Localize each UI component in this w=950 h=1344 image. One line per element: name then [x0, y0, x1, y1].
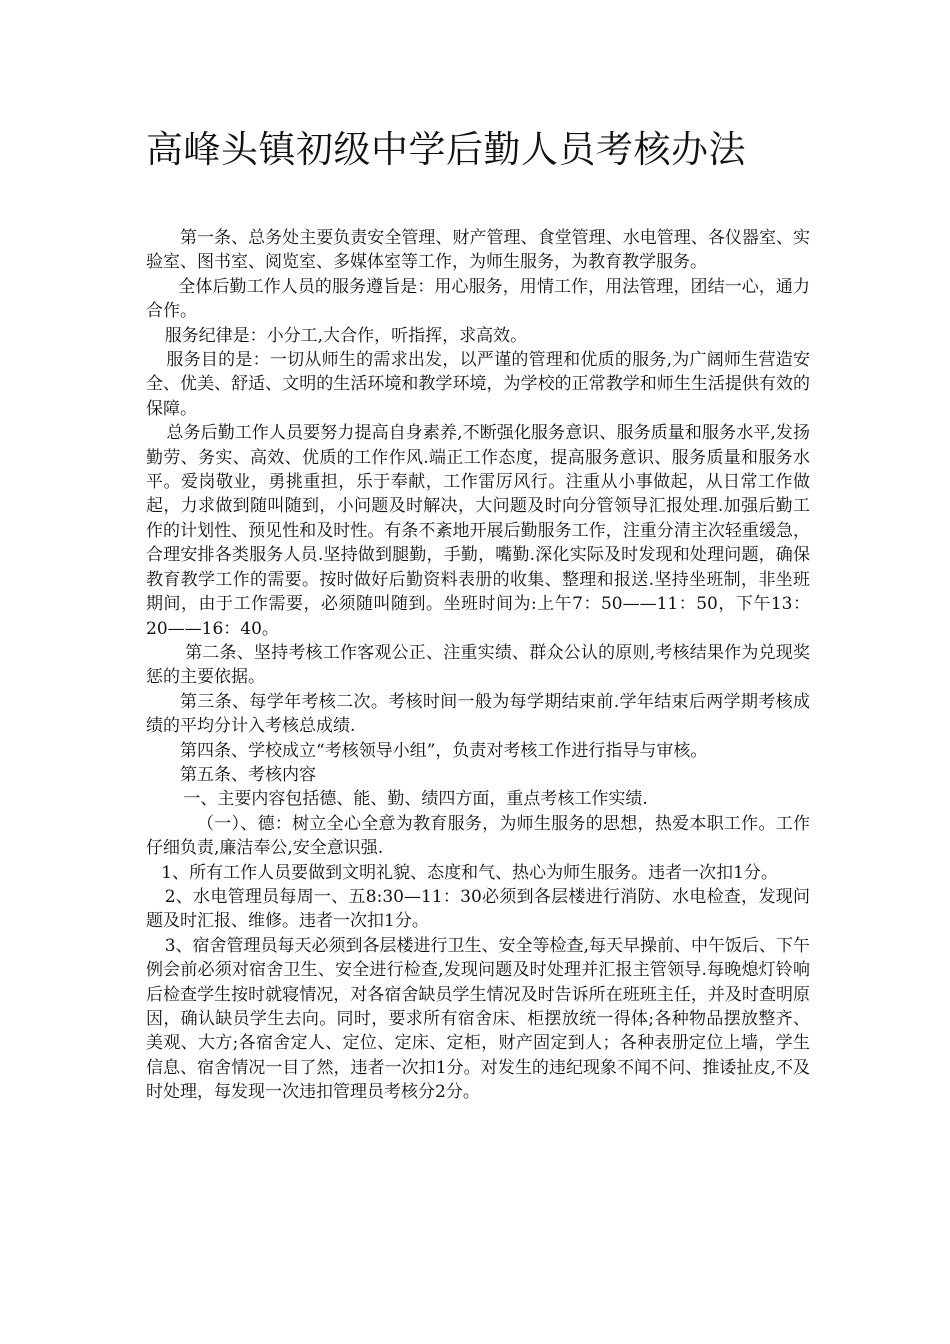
paragraph-article-3: 第三条、每学年考核二次。考核时间一般为每学期结束前.学年结束后两学期考核成绩的平均分计入考核总成绩.	[146, 691, 810, 737]
paragraph-item-1: 1、所有工作人员要做到文明礼貌、态度和气、热心为师生服务。违者一次扣1分。	[161, 862, 778, 883]
paragraph-item-2: 2、水电管理员每周一、五8:30—11：30必须到各层楼进行消防、水电检查，发现问题及时汇报、维修。违者一次扣1分。	[146, 886, 810, 932]
document-title: 高峰头镇初级中学后勤人员考核办法	[146, 128, 746, 171]
paragraph-staff-requirements: 总务后勤工作人员要努力提高自身素养,不断强化服务意识、服务质量和服务水平,发扬勤劳、务实、高效、优质的工作作风.端正工作态度，提高服务意识、服务质量和服务水平。爱岗敬业，勇挑重担，乐于奉献，工作雷厉风行。注重从小事做起，从日常工作做起，力求做到随叫随到，小问题及时解决，大问题及时向分管领导汇报处理.加强后勤工作的计划性、预见性和及时性。有条不紊地开展后勤服务工作，注重分清主次轻重缓急，合理安排各类服务人员.坚持做到腿勤，手勤，嘴勤.深化实际及时发现和处理问题，确保教育教学工作的需要。按时做好后勤资料表册的收集、整理和报送.坚持坐班制，非坐班期间，由于工作需要，必须随叫随到。坐班时间为:上午7：50——11：50，下午13：20——16：40。	[146, 423, 810, 639]
paragraph-service-discipline: 服务纪律是：小分工,大合作，听指挥，求高效。	[164, 325, 528, 346]
paragraph-article-2: 第二条、坚持考核工作客观公正、注重实绩、群众公认的原则,考核结果作为兑现奖惩的主要依据。	[146, 642, 810, 688]
paragraph-service-tenet: 全体后勤工作人员的服务遵旨是：用心服务，用情工作，用法管理，团结一心，通力合作。	[146, 276, 810, 322]
paragraph-item-3: 3、宿舍管理员每天必须到各层楼进行卫生、安全等检查,每天早操前、中午饭后、下午例会前必须对宿舍卫生、安全进行检查,发现问题及时处理并汇报主管领导.每晚熄灯铃响后检查学生按时就寝情况，对各宿舍缺员学生情况及时告诉所在班班主任，并及时查明原因，确认缺员学生去向。同时，要求所有宿舍床、柜摆放统一得体;各种物品摆放整齐、美观、大方;各宿舍定人、定位、定床、定柜，财产固定到人；各种表册定位上墙，学生信息、宿舍情况一目了然，违者一次扣1分。对发生的违纪现象不闻不问、推诿扯皮,不及时处理，每发现一次违扣管理员考核分2分。	[146, 935, 810, 1103]
paragraph-article-4: 第四条、学校成立“考核领导小组”，负责对考核工作进行指导与审核。	[180, 740, 708, 761]
document-body	[146, 226, 810, 1105]
paragraph-section-1: 一、主要内容包括德、能、勤、绩四方面，重点考核工作实绩.	[183, 789, 648, 810]
paragraph-article-1: 第一条、总务处主要负责安全管理、财产管理、食堂管理、水电管理、各仪器室、实验室、图书室、阅览室、多媒体室等工作，为师生服务，为教育教学服务。	[146, 228, 810, 273]
paragraph-virtue: （一）、德：树立全心全意为教育服务，为师生服务的思想，热爱本职工作。工作仔细负责,廉洁奉公,安全意识强.	[146, 813, 810, 859]
paragraph-article-5: 第五条、考核内容	[180, 764, 316, 785]
paragraph-service-purpose: 服务目的是：一切从师生的需求出发，以严谨的管理和优质的服务,为广阔师生营造安全、优美、舒适、文明的生活环境和教学环境，为学校的正常教学和师生生活提供有效的保障。	[146, 350, 810, 419]
